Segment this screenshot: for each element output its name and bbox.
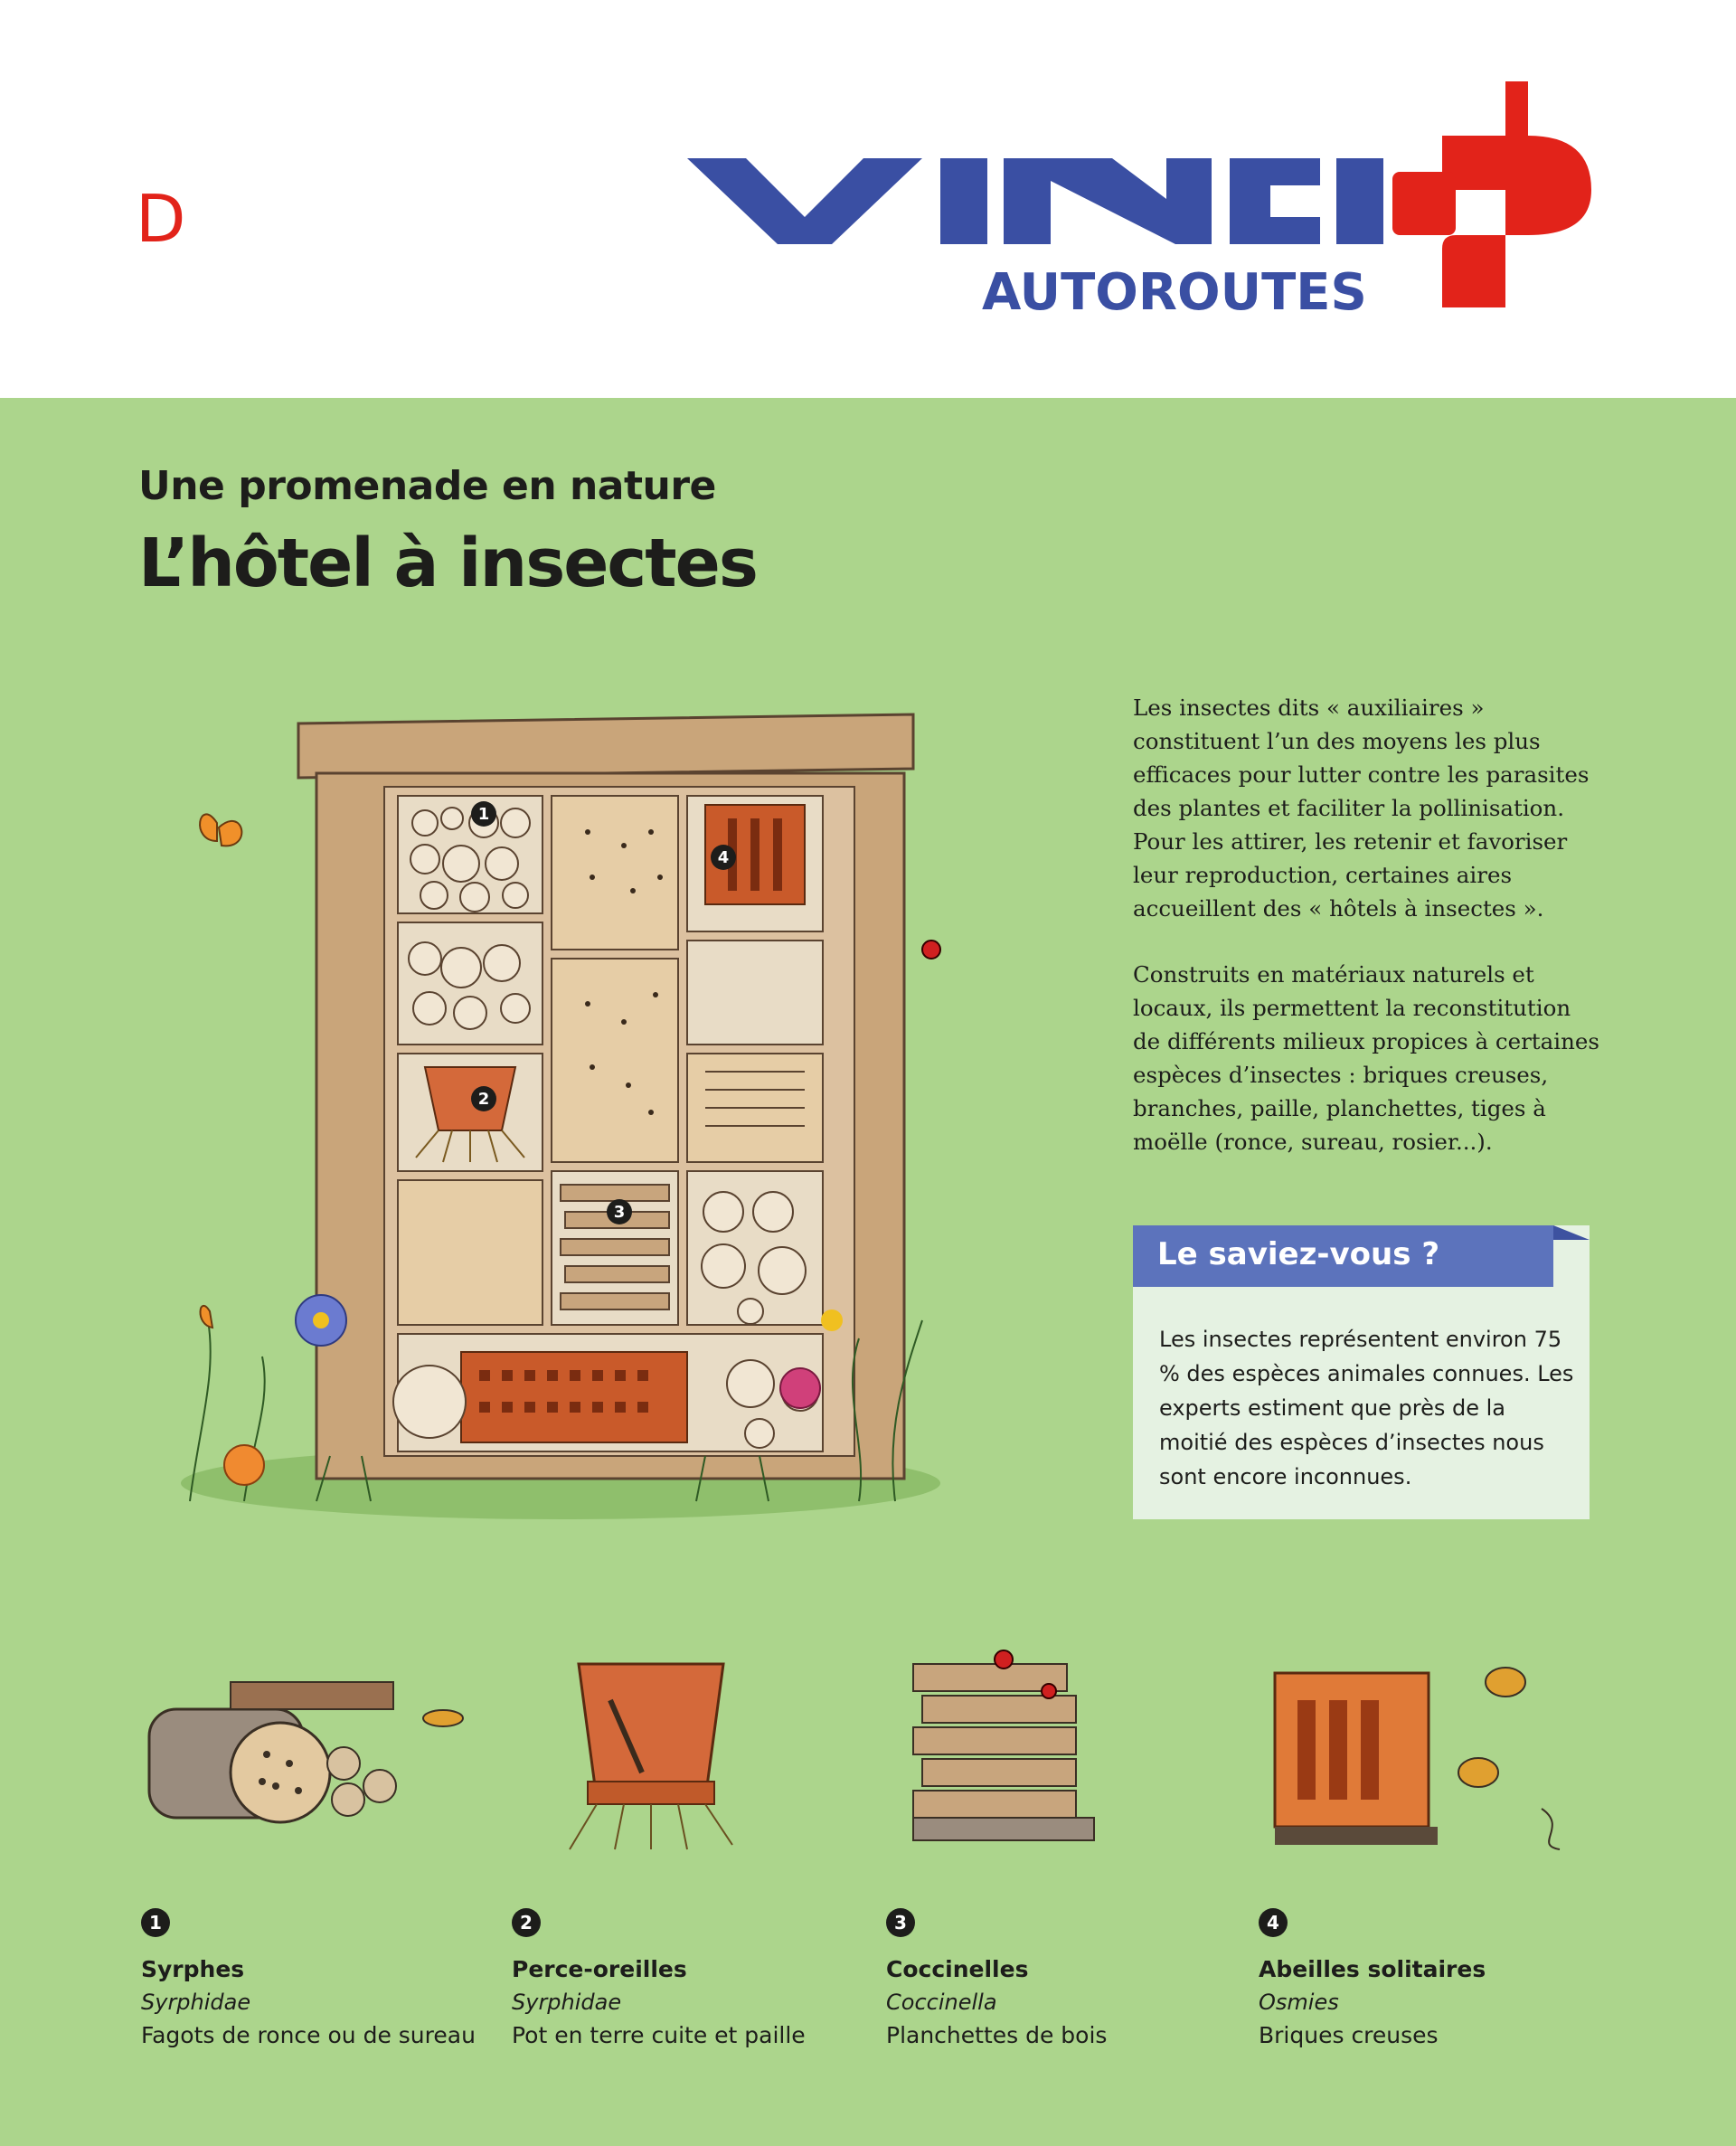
wood-planks-icon [904, 1646, 1248, 1854]
insect-latin-3: Coccinella [886, 1990, 997, 2015]
insect-number-3: 3 [886, 1908, 915, 1937]
insect-number-1: 1 [141, 1908, 170, 1937]
insect-material-1: Fagots de ronce ou de sureau [141, 2022, 476, 2048]
intro-paragraph-1: Les insectes dits « auxiliaires » constituent l’un des moyens les plus efficaces pour lutter contre les parasites des plantes et faciliter la pollinisation. Pour les attirer, les retenir et favoriser leur reproduction, certaines aires accueillent des « hôtels à insectes ». [1133, 695, 1590, 922]
intro-paragraph-2: Construits en matériaux naturels et locaux, ils permettent la reconstitution de différents milieux propices à certaines espèces d’insectes : briques creuses, branches, paille, planchettes, tiges à moëlle (ronce, sureau, rosier...). [1133, 961, 1599, 1155]
wood-bundle-icon [140, 1646, 484, 1854]
marker-2: 2 [477, 1090, 490, 1109]
insect-hotel-illustration [136, 687, 986, 1546]
hollow-brick-icon [1270, 1646, 1614, 1854]
insect-name-1: Syrphes [141, 1956, 245, 1982]
marker-1: 1 [477, 805, 490, 824]
insect-name-4: Abeilles solitaires [1259, 1956, 1486, 1982]
marker-3: 3 [613, 1203, 626, 1222]
logo-subtitle: AUTOROUTES [982, 263, 1367, 322]
insect-latin-4: Osmies [1259, 1990, 1339, 2015]
insect-material-3: Planchettes de bois [886, 2022, 1108, 2048]
header-fold [1553, 1225, 1590, 1240]
intro-text [1133, 691, 1603, 1191]
insect-material-4: Briques creuses [1259, 2022, 1439, 2048]
insect-number-4: 4 [1259, 1908, 1288, 1937]
insect-name-2: Perce-oreilles [512, 1956, 687, 1982]
insect-material-2: Pot en terre cuite et paille [512, 2022, 806, 2048]
header [0, 0, 1736, 398]
insect-latin-1: Syrphidae [141, 1990, 251, 2015]
clay-pot-icon [524, 1646, 868, 1854]
page-title: L’hôtel à insectes [138, 525, 757, 602]
insect-name-3: Coccinelles [886, 1956, 1029, 1982]
insect-latin-2: Syrphidae [512, 1990, 622, 2015]
insect-number-2: 2 [512, 1908, 541, 1937]
marker-4: 4 [717, 848, 730, 867]
did-you-know-title: Le saviez-vous ? [1157, 1236, 1440, 1272]
page-subtitle: Une promenade en nature [138, 463, 716, 509]
vinci-autoroutes-logo [687, 72, 1591, 335]
did-you-know-text: Les insectes représentent environ 75 % des espèces animales connues. Les experts estiment que près de la moitié des espèces d’insectes nous sont encore inconnues. [1159, 1327, 1574, 1489]
section-letter: D [136, 181, 186, 257]
